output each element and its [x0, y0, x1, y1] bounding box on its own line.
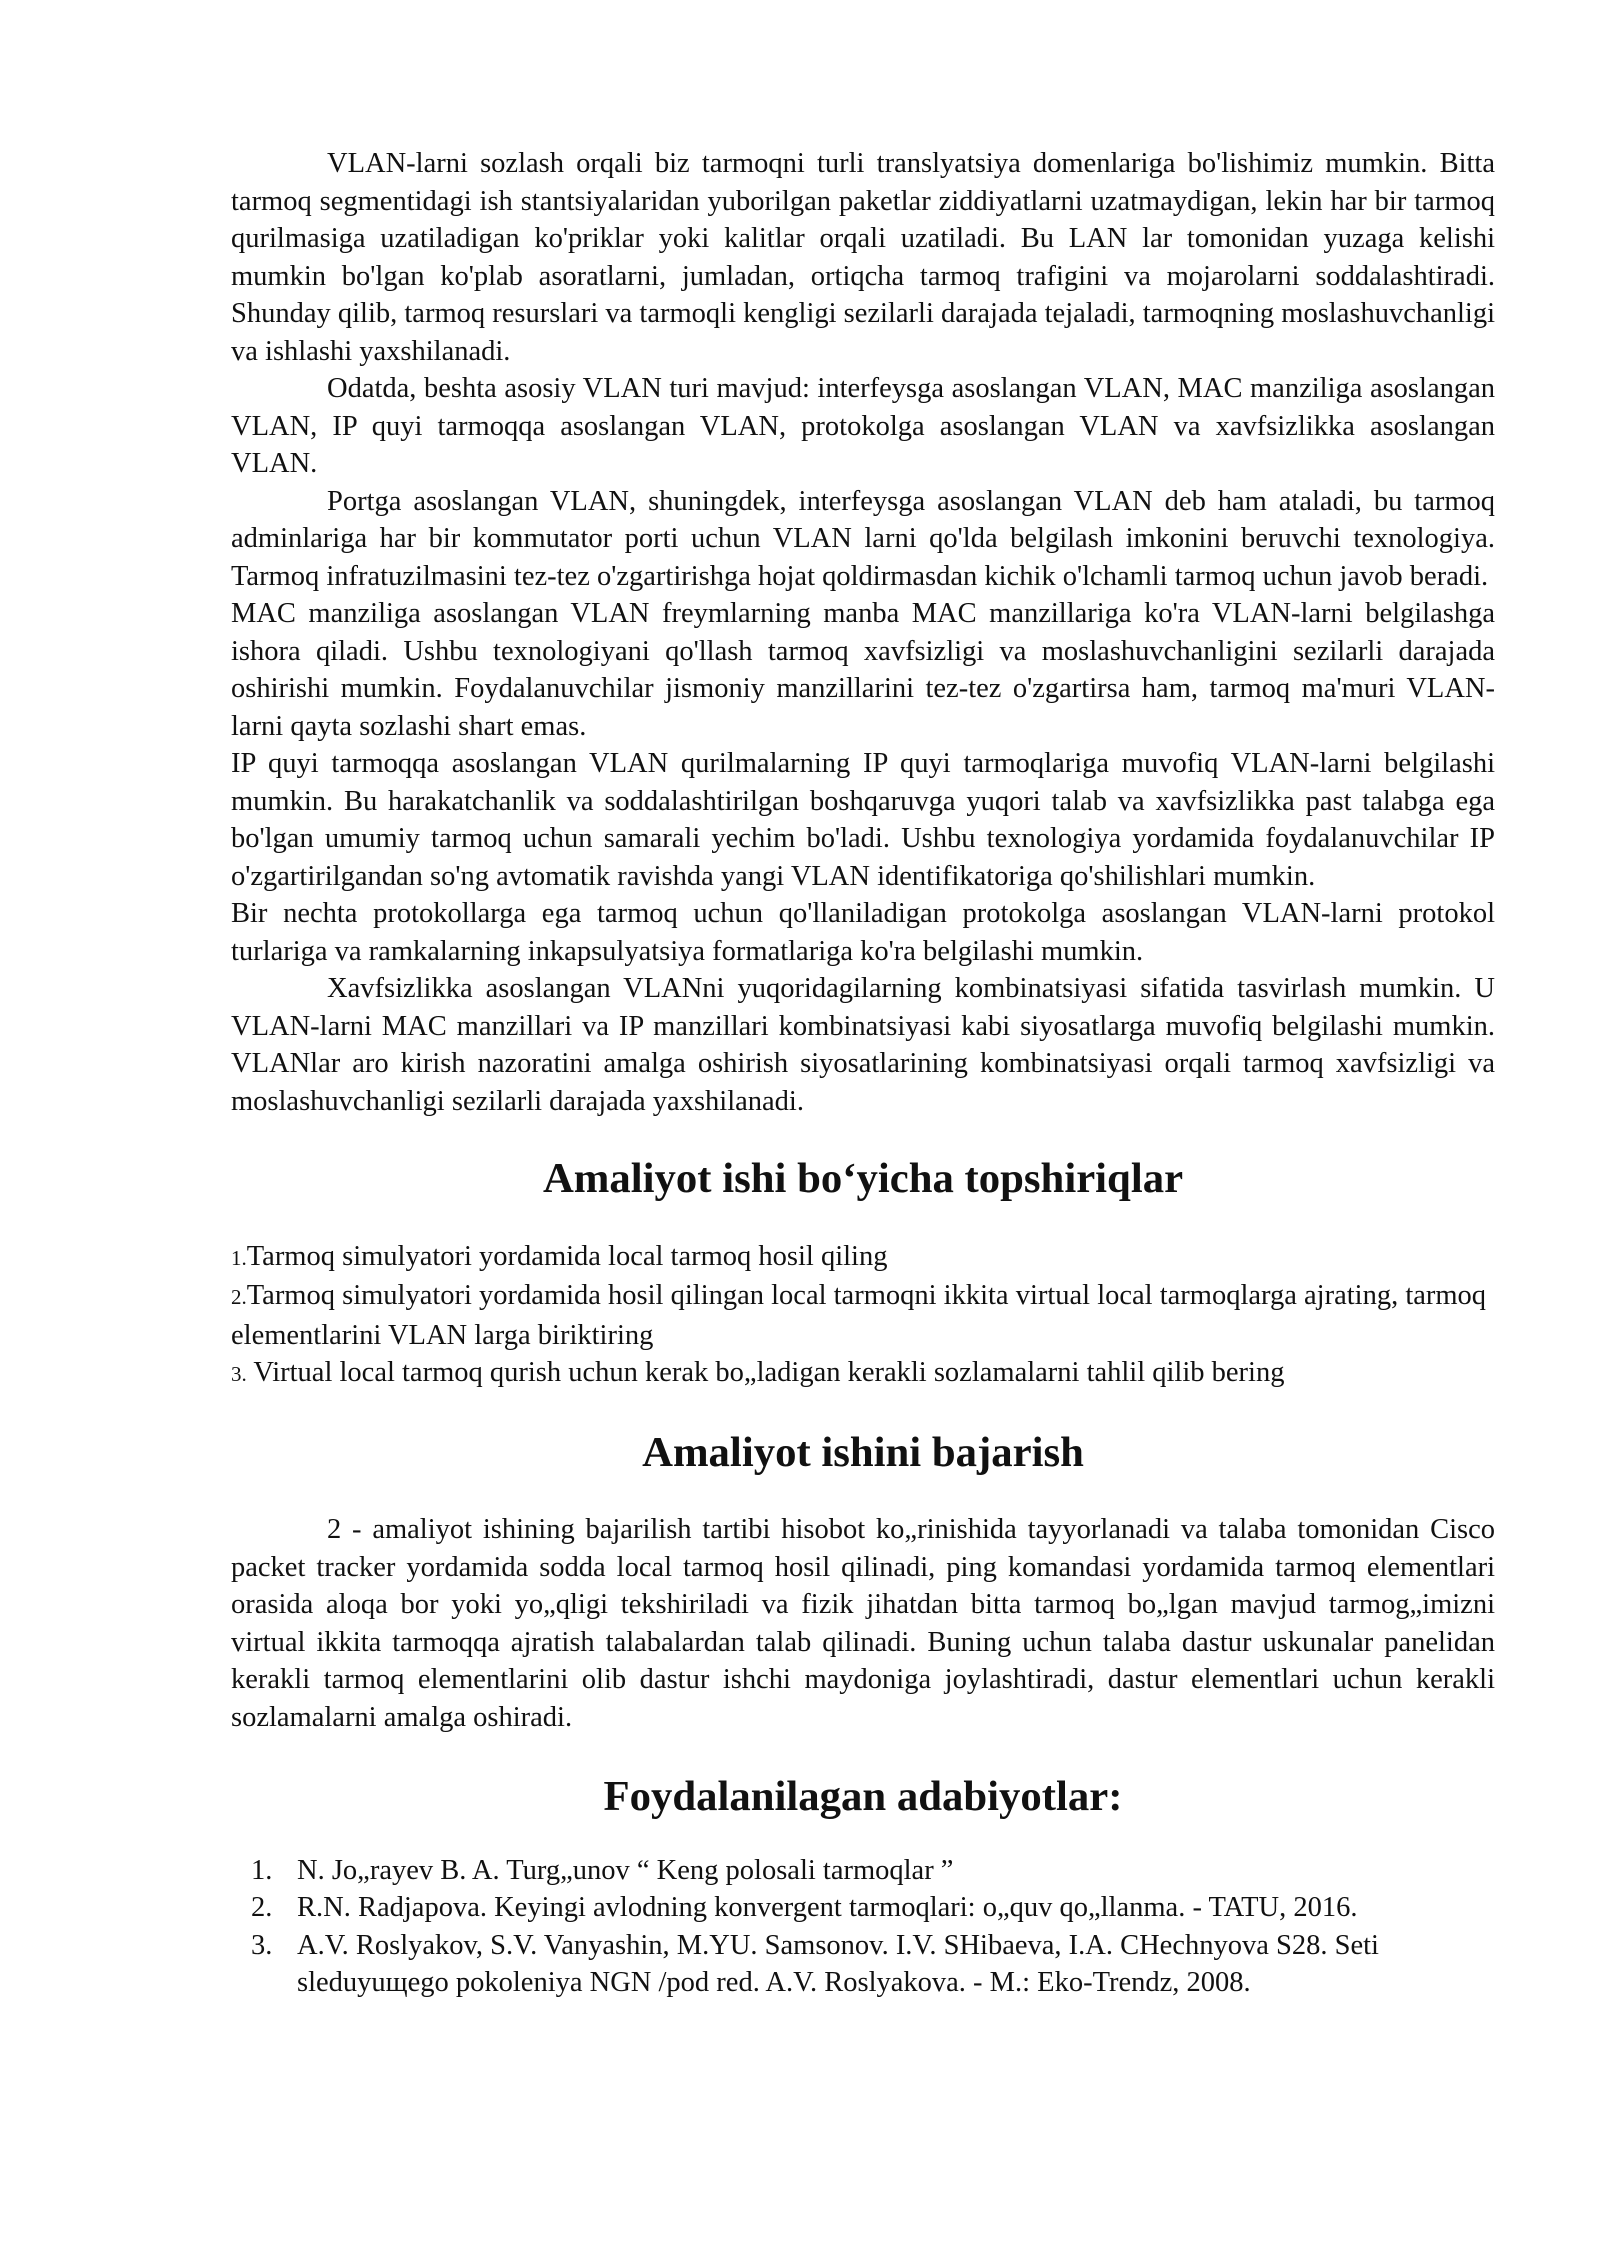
paragraph-security-vlan: Xavfsizlikka asoslangan VLANni yuqoridagilarning kombinatsiyasi sifatida tasvirlash mumkin. U VLAN-larni MAC manzillari va IP manzillari kombinatsiyasi kabi siyosatlarga muvofiq belgilashi mumkin. VLANlar aro kirish nazoratini amalga oshirish siyosatlarining kombinatsiyasi orqali tarmoq xavfsizligi va moslashuvchanligi sezilarli darajada yaxshilanadi.	[231, 973, 1495, 1117]
paragraph-protocol-vlan: Bir nechta protokollarga ega tarmoq uchun qo'llaniladigan protokolga asoslangan VLAN-larni protokol turlariga va ramkalarning inkapsulyatsiya formatlariga ko'ra belgilashi mumkin.	[231, 898, 1495, 967]
task-number: 3.	[231, 1362, 247, 1386]
reference-item	[231, 1927, 1495, 2002]
paragraph-ip-vlan: IP quyi tarmoqqa asoslangan VLAN qurilmalarning IP quyi tarmoqlariga muvofiq VLAN-larni belgilashi mumkin. Bu harakatchanlik va soddalashtirilgan boshqaruvga yuqori talab va xavfsizlikka past talabga ega bo'lgan umumiy tarmoq uchun samarali yechim bo'ladi. Ushbu texnologiya yordamida foydalanuvchilar IP o'zgartirilgandan so'ng avtomatik ravishda yangi VLAN identifikatoriga qo'shilishlari mumkin.	[231, 748, 1495, 892]
reference-number: 2.	[251, 1892, 273, 1923]
reference-number: 3.	[251, 1929, 273, 1961]
reference-number: 1.	[251, 1854, 273, 1886]
task-item	[231, 1354, 1495, 1394]
reference-text: R.N. Radjapova. Keyingi avlodning konvergent tarmoqlari: o„quv qo„llanma. - TATU, 2016.	[297, 1892, 1358, 1923]
document-page	[231, 145, 1495, 2002]
task-number: 1.	[231, 1245, 247, 1270]
paragraph-port-vlan: Portga asoslangan VLAN, shuningdek, interfeysga asoslangan VLAN deb ham ataladi, bu tarmoq adminlariga har bir kommutator porti uchun VLAN larni qo'lda belgilash imkonini beruvchi texnologiya. Tarmoq infratuzilmasini tez-tez o'zgartirishga hojat qoldirmasdan kichik o'lchamli tarmoq uchun javob beradi.	[231, 485, 1495, 592]
task-text: Virtual local tarmoq qurish uchun kerak bo„ladigan kerakli sozlamalarni tahlil qilib bering	[246, 1357, 1285, 1388]
paragraph-vlan-intro: VLAN-larni sozlash orqali biz tarmoqni turli translyatsiya domenlariga bo'lishimiz mumkin. Bitta tarmoq segmentidagi ish stantsiyalaridan yuborilgan paketlar ziddiyatlarni uzatmaydigan, lekin har bir tarmoq qurilmasiga uzatiladigan ko'priklar yoki kalitlar orqali uzatiladi. Bu LAN lar tomonidan yuzaga kelishi mumkin bo'lgan ko'plab asoratlarni, jumladan, ortiqcha tarmoq trafigini va mojarolarni soddalashtiradi. Shunday qilib, tarmoq resurslari va tarmoqli kengligi sezilarli darajada tejaladi, tarmoqning moslashuvchanligi va ishlashi yaxshilanadi.	[231, 148, 1495, 367]
reference-text: N. Jo„rayev B. A. Turg„unov “ Keng polosali tarmoqlar ”	[297, 1854, 954, 1886]
paragraph-execution: 2 - amaliyot ishining bajarilish tartibi hisobot ko„rinishida tayyorlanadi va talaba tomonidan Cisco packet tracker yordamida sodda local tarmoq hosil qilinadi, ping komandasi yordamida tarmoq elementlari orasida aloqa bor yoki yo„qligi tekshiriladi va fizik jihatdan bitta tarmoq bo„lgan mavjud tarmog„imizni virtual ikkita tarmoqqa ajratish talabalardan talab qilinadi. Buning uchun talaba dastur uskunalar panelidan kerakli tarmoq elementlarini olib dastur ishchi maydoniga joylashtiradi, dastur elementlari uchun kerakli sozlamalarni amalga oshiradi.	[231, 1514, 1495, 1733]
task-list	[231, 1238, 1495, 1394]
execution-heading: Amaliyot ishini bajarish	[642, 1428, 1084, 1476]
references-heading: Foydalanilagan adabiyotlar:	[603, 1773, 1123, 1820]
task-text: Tarmoq simulyatori yordamida hosil qilingan local tarmoqni ikkita virtual local tarmoqlarga ajrating, tarmoq elementlarini VLAN larga biriktiring	[231, 1280, 1487, 1351]
reference-item	[231, 1889, 1495, 1927]
task-text: Tarmoq simulyatori yordamida local tarmoq hosil qiling	[246, 1240, 888, 1272]
paragraph-vlan-types: Odatda, beshta asosiy VLAN turi mavjud: interfeysga asoslangan VLAN, MAC manziliga asoslangan VLAN, IP quyi tarmoqqa asoslangan VLAN, protokolga asoslangan VLAN va xavfsizlikka asoslangan VLAN.	[231, 373, 1495, 479]
task-number: 2.	[231, 1285, 247, 1309]
task-item	[231, 1277, 1495, 1354]
reference-text: A.V. Roslyakov, S.V. Vanyashin, M.YU. Samsonov. I.V. SHibaeva, I.A. CHechnyova S28. Seti sleduyuщego pokoleniya NGN /pod red. A.V. Roslyakova. - M.: Eko-Trendz, 2008.	[297, 1929, 1379, 1998]
tasks-heading: Amaliyot ishi bo‘yicha topshiriqlar	[542, 1155, 1184, 1202]
references-list	[231, 1852, 1495, 2002]
task-item	[231, 1238, 1495, 1278]
paragraph-mac-vlan: MAC manziliga asoslangan VLAN freymlarning manba MAC manzillariga ko'ra VLAN-larni belgilashga ishora qiladi. Ushbu texnologiyani qo'llash tarmoq xavfsizligi va moslashuvchanligini sezilarli darajada oshirishi mumkin. Foydalanuvchilar jismoniy manzillarini tez-tez o'zgartirsa ham, tarmoq ma'muri VLAN-larni qayta sozlashi shart emas.	[231, 598, 1495, 742]
reference-item	[231, 1852, 1495, 1890]
